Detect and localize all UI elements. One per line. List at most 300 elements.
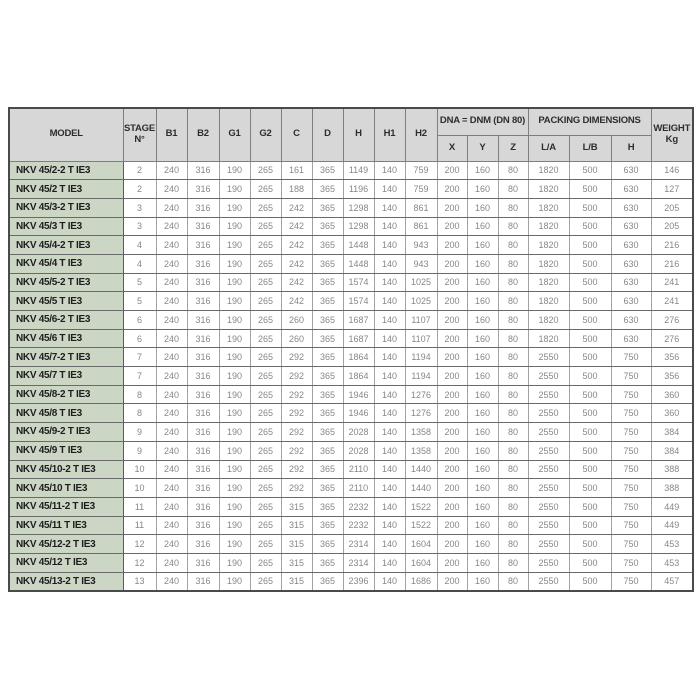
value-cell: 315: [281, 516, 312, 535]
value-cell: 265: [250, 404, 281, 423]
value-cell: 1149: [343, 161, 374, 180]
value-cell: 190: [219, 441, 250, 460]
value-cell: 160: [467, 180, 498, 199]
value-cell: 160: [467, 423, 498, 442]
value-cell: 750: [611, 423, 651, 442]
value-cell: 80: [498, 404, 528, 423]
value-cell: 1194: [405, 367, 437, 386]
value-cell: 200: [437, 479, 467, 498]
value-cell: 365: [312, 329, 343, 348]
value-cell: 316: [187, 180, 219, 199]
value-cell: 1946: [343, 385, 374, 404]
value-cell: 265: [250, 311, 281, 330]
value-cell: 3: [123, 198, 156, 217]
value-cell: 190: [219, 180, 250, 199]
value-cell: 500: [569, 516, 611, 535]
value-cell: 360: [651, 385, 693, 404]
value-cell: 160: [467, 553, 498, 572]
value-cell: 80: [498, 236, 528, 255]
value-cell: 750: [611, 497, 651, 516]
table-row: [9, 254, 693, 273]
value-cell: 365: [312, 254, 343, 273]
value-cell: 140: [374, 572, 405, 591]
value-cell: 5: [123, 273, 156, 292]
table-row: [9, 311, 693, 330]
model-cell: NKV 45/5 T IE3: [9, 292, 123, 311]
value-cell: 140: [374, 217, 405, 236]
value-cell: 315: [281, 535, 312, 554]
value-cell: 388: [651, 460, 693, 479]
value-cell: 500: [569, 385, 611, 404]
value-cell: 1574: [343, 292, 374, 311]
value-cell: 1820: [528, 236, 569, 255]
table-row: [9, 385, 693, 404]
value-cell: 265: [250, 479, 281, 498]
value-cell: 240: [156, 572, 187, 591]
value-cell: 80: [498, 161, 528, 180]
value-cell: 1604: [405, 535, 437, 554]
value-cell: 80: [498, 385, 528, 404]
value-cell: 500: [569, 572, 611, 591]
value-cell: 190: [219, 535, 250, 554]
model-cell: NKV 45/6-2 T IE3: [9, 311, 123, 330]
value-cell: 265: [250, 292, 281, 311]
value-cell: 2550: [528, 497, 569, 516]
table-row: [9, 180, 693, 199]
value-cell: 2550: [528, 479, 569, 498]
value-cell: 365: [312, 497, 343, 516]
value-cell: 80: [498, 367, 528, 386]
value-cell: 365: [312, 535, 343, 554]
value-cell: 11: [123, 516, 156, 535]
value-cell: 265: [250, 254, 281, 273]
value-cell: 316: [187, 198, 219, 217]
value-cell: 630: [611, 273, 651, 292]
value-cell: 200: [437, 441, 467, 460]
model-cell: NKV 45/11 T IE3: [9, 516, 123, 535]
value-cell: 2110: [343, 460, 374, 479]
value-cell: 200: [437, 535, 467, 554]
value-cell: 140: [374, 198, 405, 217]
value-cell: 316: [187, 516, 219, 535]
value-cell: 356: [651, 367, 693, 386]
value-cell: 2550: [528, 572, 569, 591]
table-row: [9, 198, 693, 217]
value-cell: 943: [405, 236, 437, 255]
value-cell: 356: [651, 348, 693, 367]
value-cell: 190: [219, 497, 250, 516]
value-cell: 500: [569, 553, 611, 572]
value-cell: 316: [187, 460, 219, 479]
value-cell: 240: [156, 236, 187, 255]
model-cell: NKV 45/4 T IE3: [9, 254, 123, 273]
value-cell: 241: [651, 292, 693, 311]
value-cell: 500: [569, 180, 611, 199]
value-cell: 500: [569, 161, 611, 180]
header-g1: G1: [219, 108, 250, 161]
value-cell: 242: [281, 217, 312, 236]
header-d: D: [312, 108, 343, 161]
value-cell: 200: [437, 516, 467, 535]
value-cell: 200: [437, 553, 467, 572]
value-cell: 240: [156, 516, 187, 535]
header-weight-line2: Kg: [665, 133, 678, 145]
value-cell: 500: [569, 441, 611, 460]
value-cell: 1820: [528, 161, 569, 180]
value-cell: 140: [374, 161, 405, 180]
value-cell: 750: [611, 385, 651, 404]
value-cell: 750: [611, 553, 651, 572]
value-cell: 1196: [343, 180, 374, 199]
value-cell: 140: [374, 385, 405, 404]
value-cell: 292: [281, 460, 312, 479]
value-cell: 5: [123, 292, 156, 311]
value-cell: 265: [250, 367, 281, 386]
value-cell: 365: [312, 217, 343, 236]
value-cell: 3: [123, 217, 156, 236]
value-cell: 161: [281, 161, 312, 180]
value-cell: 160: [467, 217, 498, 236]
value-cell: 190: [219, 404, 250, 423]
value-cell: 500: [569, 273, 611, 292]
value-cell: 1440: [405, 460, 437, 479]
value-cell: 160: [467, 161, 498, 180]
value-cell: 80: [498, 516, 528, 535]
value-cell: 160: [467, 254, 498, 273]
value-cell: 265: [250, 441, 281, 460]
value-cell: 80: [498, 423, 528, 442]
value-cell: 240: [156, 348, 187, 367]
value-cell: 190: [219, 553, 250, 572]
value-cell: 190: [219, 423, 250, 442]
table-row: [9, 161, 693, 180]
value-cell: 190: [219, 273, 250, 292]
value-cell: 240: [156, 161, 187, 180]
value-cell: 316: [187, 385, 219, 404]
value-cell: 316: [187, 535, 219, 554]
value-cell: 240: [156, 460, 187, 479]
value-cell: 140: [374, 516, 405, 535]
value-cell: 140: [374, 329, 405, 348]
value-cell: 500: [569, 198, 611, 217]
value-cell: 759: [405, 161, 437, 180]
value-cell: 200: [437, 329, 467, 348]
value-cell: 365: [312, 367, 343, 386]
value-cell: 1820: [528, 198, 569, 217]
value-cell: 1864: [343, 367, 374, 386]
value-cell: 8: [123, 385, 156, 404]
value-cell: 316: [187, 329, 219, 348]
value-cell: 1687: [343, 311, 374, 330]
value-cell: 127: [651, 180, 693, 199]
value-cell: 240: [156, 292, 187, 311]
value-cell: 316: [187, 236, 219, 255]
value-cell: 188: [281, 180, 312, 199]
table-row: [9, 497, 693, 516]
value-cell: 2: [123, 180, 156, 199]
value-cell: 500: [569, 404, 611, 423]
header-b2: B2: [187, 108, 219, 161]
model-cell: NKV 45/6 T IE3: [9, 329, 123, 348]
value-cell: 1522: [405, 497, 437, 516]
table-row: [9, 329, 693, 348]
value-cell: 10: [123, 479, 156, 498]
value-cell: 12: [123, 553, 156, 572]
value-cell: 365: [312, 198, 343, 217]
value-cell: 241: [651, 273, 693, 292]
value-cell: 265: [250, 385, 281, 404]
header-packing-h: H: [611, 135, 651, 161]
value-cell: 200: [437, 385, 467, 404]
value-cell: 4: [123, 254, 156, 273]
model-cell: NKV 45/8-2 T IE3: [9, 385, 123, 404]
value-cell: 630: [611, 292, 651, 311]
value-cell: 316: [187, 497, 219, 516]
value-cell: 140: [374, 460, 405, 479]
header-dna-x: X: [437, 135, 467, 161]
value-cell: 240: [156, 385, 187, 404]
value-cell: 80: [498, 329, 528, 348]
table-row: [9, 535, 693, 554]
value-cell: 365: [312, 311, 343, 330]
model-cell: NKV 45/10 T IE3: [9, 479, 123, 498]
value-cell: 240: [156, 479, 187, 498]
value-cell: 315: [281, 497, 312, 516]
value-cell: 1820: [528, 254, 569, 273]
header-dna-y: Y: [467, 135, 498, 161]
header-model: MODEL: [9, 108, 123, 161]
value-cell: 449: [651, 497, 693, 516]
value-cell: 449: [651, 516, 693, 535]
value-cell: 265: [250, 273, 281, 292]
value-cell: 160: [467, 329, 498, 348]
value-cell: 2314: [343, 535, 374, 554]
value-cell: 1820: [528, 273, 569, 292]
value-cell: 276: [651, 311, 693, 330]
value-cell: 240: [156, 254, 187, 273]
value-cell: 140: [374, 348, 405, 367]
value-cell: 292: [281, 348, 312, 367]
value-cell: 205: [651, 217, 693, 236]
value-cell: 190: [219, 311, 250, 330]
value-cell: 242: [281, 273, 312, 292]
value-cell: 1820: [528, 292, 569, 311]
value-cell: 453: [651, 535, 693, 554]
value-cell: 2232: [343, 497, 374, 516]
value-cell: 140: [374, 311, 405, 330]
value-cell: 140: [374, 254, 405, 273]
value-cell: 80: [498, 441, 528, 460]
value-cell: 80: [498, 572, 528, 591]
value-cell: 750: [611, 367, 651, 386]
header-dna-group: DNA = DNM (DN 80): [437, 108, 528, 135]
value-cell: 365: [312, 273, 343, 292]
value-cell: 240: [156, 423, 187, 442]
header-h1: H1: [374, 108, 405, 161]
model-cell: NKV 45/12-2 T IE3: [9, 535, 123, 554]
value-cell: 11: [123, 497, 156, 516]
value-cell: 7: [123, 348, 156, 367]
value-cell: 190: [219, 254, 250, 273]
value-cell: 240: [156, 217, 187, 236]
value-cell: 316: [187, 217, 219, 236]
value-cell: 140: [374, 497, 405, 516]
value-cell: 500: [569, 217, 611, 236]
value-cell: 200: [437, 348, 467, 367]
value-cell: 316: [187, 553, 219, 572]
value-cell: 2110: [343, 479, 374, 498]
value-cell: 190: [219, 198, 250, 217]
value-cell: 140: [374, 180, 405, 199]
value-cell: 365: [312, 348, 343, 367]
value-cell: 80: [498, 497, 528, 516]
value-cell: 80: [498, 553, 528, 572]
value-cell: 200: [437, 273, 467, 292]
header-g2: G2: [250, 108, 281, 161]
value-cell: 240: [156, 497, 187, 516]
model-cell: NKV 45/10-2 T IE3: [9, 460, 123, 479]
value-cell: 265: [250, 572, 281, 591]
value-cell: 80: [498, 535, 528, 554]
value-cell: 2550: [528, 441, 569, 460]
pump-spec-table-container: [8, 107, 692, 592]
model-cell: NKV 45/7-2 T IE3: [9, 348, 123, 367]
value-cell: 240: [156, 273, 187, 292]
value-cell: 265: [250, 535, 281, 554]
value-cell: 240: [156, 180, 187, 199]
value-cell: 365: [312, 479, 343, 498]
value-cell: 316: [187, 404, 219, 423]
value-cell: 190: [219, 460, 250, 479]
value-cell: 265: [250, 180, 281, 199]
value-cell: 2550: [528, 535, 569, 554]
value-cell: 80: [498, 180, 528, 199]
value-cell: 200: [437, 236, 467, 255]
value-cell: 1522: [405, 516, 437, 535]
value-cell: 316: [187, 423, 219, 442]
value-cell: 316: [187, 161, 219, 180]
value-cell: 750: [611, 572, 651, 591]
value-cell: 265: [250, 217, 281, 236]
value-cell: 750: [611, 404, 651, 423]
value-cell: 160: [467, 198, 498, 217]
value-cell: 265: [250, 423, 281, 442]
value-cell: 9: [123, 423, 156, 442]
value-cell: 1107: [405, 329, 437, 348]
value-cell: 1358: [405, 441, 437, 460]
value-cell: 140: [374, 479, 405, 498]
value-cell: 1574: [343, 273, 374, 292]
value-cell: 200: [437, 404, 467, 423]
value-cell: 265: [250, 329, 281, 348]
value-cell: 1604: [405, 553, 437, 572]
value-cell: 360: [651, 404, 693, 423]
value-cell: 265: [250, 497, 281, 516]
model-cell: NKV 45/4-2 T IE3: [9, 236, 123, 255]
value-cell: 240: [156, 198, 187, 217]
value-cell: 500: [569, 535, 611, 554]
value-cell: 80: [498, 254, 528, 273]
value-cell: 759: [405, 180, 437, 199]
table-row: [9, 553, 693, 572]
value-cell: 160: [467, 516, 498, 535]
value-cell: 1194: [405, 348, 437, 367]
value-cell: 265: [250, 348, 281, 367]
value-cell: 316: [187, 292, 219, 311]
header-stage: [123, 108, 156, 161]
value-cell: 316: [187, 348, 219, 367]
value-cell: 4: [123, 236, 156, 255]
model-cell: NKV 45/3-2 T IE3: [9, 198, 123, 217]
value-cell: 6: [123, 311, 156, 330]
value-cell: 160: [467, 348, 498, 367]
table-row: [9, 441, 693, 460]
value-cell: 160: [467, 367, 498, 386]
value-cell: 630: [611, 180, 651, 199]
value-cell: 200: [437, 367, 467, 386]
value-cell: 292: [281, 367, 312, 386]
value-cell: 453: [651, 553, 693, 572]
table-row: [9, 572, 693, 591]
value-cell: 365: [312, 572, 343, 591]
value-cell: 160: [467, 535, 498, 554]
value-cell: 316: [187, 441, 219, 460]
value-cell: 240: [156, 553, 187, 572]
value-cell: 13: [123, 572, 156, 591]
value-cell: 1864: [343, 348, 374, 367]
model-cell: NKV 45/3 T IE3: [9, 217, 123, 236]
value-cell: 384: [651, 441, 693, 460]
value-cell: 1946: [343, 404, 374, 423]
value-cell: 242: [281, 254, 312, 273]
model-cell: NKV 45/2-2 T IE3: [9, 161, 123, 180]
value-cell: 630: [611, 254, 651, 273]
header-stage-line1: STAGE: [123, 122, 156, 134]
table-row: [9, 479, 693, 498]
header-weight-line1: WEIGHT: [653, 122, 691, 134]
value-cell: 1298: [343, 198, 374, 217]
value-cell: 240: [156, 311, 187, 330]
value-cell: 6: [123, 329, 156, 348]
value-cell: 160: [467, 404, 498, 423]
table-row: [9, 217, 693, 236]
table-row: [9, 348, 693, 367]
value-cell: 1276: [405, 404, 437, 423]
header-packing-lb: L/B: [569, 135, 611, 161]
value-cell: 140: [374, 535, 405, 554]
value-cell: 1820: [528, 180, 569, 199]
value-cell: 2232: [343, 516, 374, 535]
value-cell: 2550: [528, 385, 569, 404]
value-cell: 388: [651, 479, 693, 498]
value-cell: 160: [467, 479, 498, 498]
value-cell: 200: [437, 292, 467, 311]
value-cell: 200: [437, 423, 467, 442]
value-cell: 190: [219, 236, 250, 255]
table-row: [9, 236, 693, 255]
value-cell: 140: [374, 273, 405, 292]
value-cell: 160: [467, 460, 498, 479]
value-cell: 2550: [528, 423, 569, 442]
value-cell: 316: [187, 479, 219, 498]
value-cell: 1820: [528, 329, 569, 348]
value-cell: 240: [156, 329, 187, 348]
value-cell: 140: [374, 404, 405, 423]
value-cell: 365: [312, 292, 343, 311]
model-cell: NKV 45/2 T IE3: [9, 180, 123, 199]
value-cell: 500: [569, 254, 611, 273]
value-cell: 2550: [528, 367, 569, 386]
